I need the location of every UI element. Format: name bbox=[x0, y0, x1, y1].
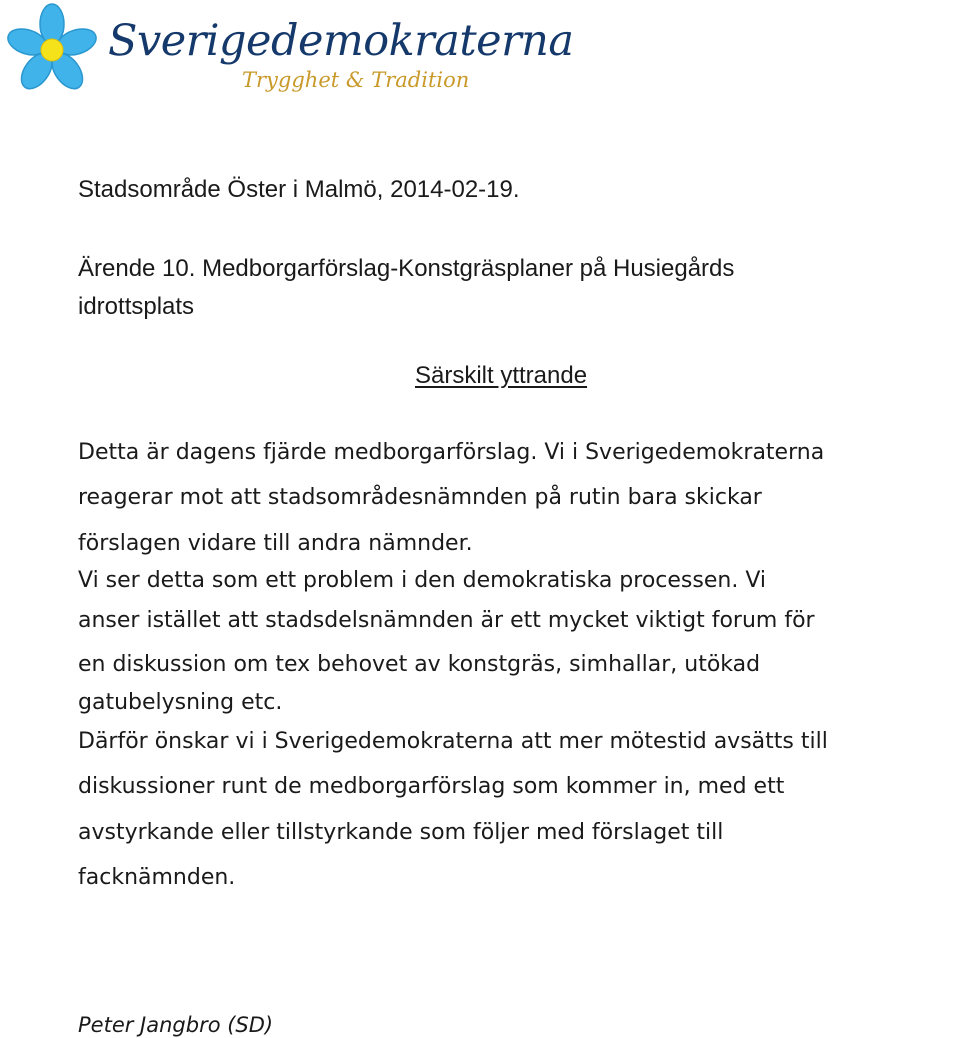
logo-wordmark: Sverigedemokraterna bbox=[108, 16, 574, 66]
body-line: anser istället att stadsdelsnämnden är ett mycket viktigt forum för bbox=[78, 608, 815, 633]
body-line: reagerar mot att stadsområdesnämnden på rutin bara skickar bbox=[78, 485, 762, 510]
subject-line: idrottsplats bbox=[78, 293, 195, 320]
body-line: Därför önskar vi i Sverigedemokraterna att mer mötestid avsätts till bbox=[78, 729, 828, 754]
place-date: Stadsområde Öster i Malmö, 2014-02-19. bbox=[78, 176, 520, 203]
body-line: förslagen vidare till andra nämnder. bbox=[78, 531, 473, 556]
body-line: avstyrkande eller tillstyrkande som följer med förslaget till bbox=[78, 820, 724, 845]
body-line: facknämnden. bbox=[78, 865, 236, 890]
body-line: diskussioner runt de medborgarförslag som kommer in, med ett bbox=[78, 774, 785, 799]
logo-tagline: Trygghet & Tradition bbox=[242, 68, 470, 92]
body-line: gatubelysning etc. bbox=[78, 690, 283, 715]
body-line: Vi ser detta som ett problem i den demokratiska processen. Vi bbox=[78, 568, 766, 593]
body-line: en diskussion om tex behovet av konstgräs, simhallar, utökad bbox=[78, 652, 761, 677]
signature: Peter Jangbro (SD) bbox=[78, 1013, 274, 1037]
flower-icon bbox=[4, 2, 100, 98]
statement-heading: Särskilt yttrande bbox=[415, 362, 588, 389]
subject-line: Ärende 10. Medborgarförslag-Konstgräsplaner på Husiegårds bbox=[78, 255, 735, 282]
party-logo bbox=[4, 2, 574, 102]
body-line: Detta är dagens fjärde medborgarförslag. Vi i Sverigedemokraterna bbox=[78, 440, 825, 465]
